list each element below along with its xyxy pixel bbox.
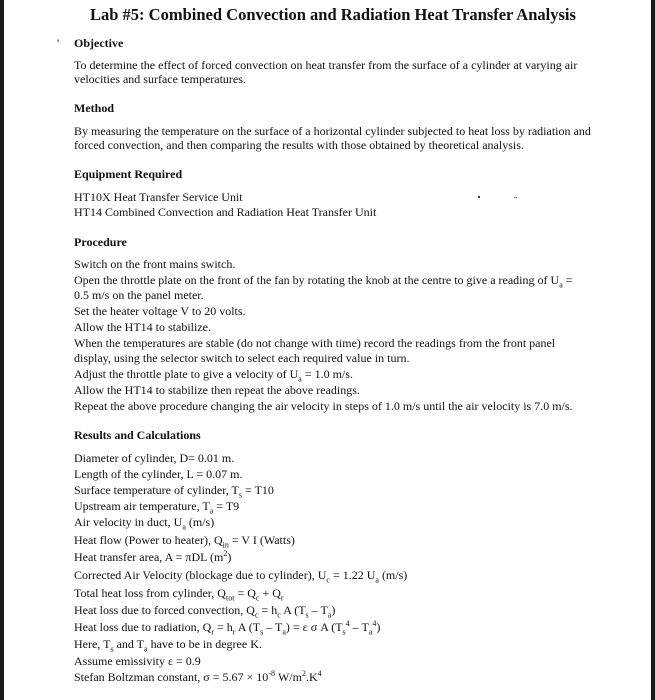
result-line: Here, $T_s$ and $T_a$ have to be in degree K. [74, 637, 262, 654]
procedure-step: 0.5 m/s on the panel meter. [74, 288, 204, 302]
result-line: Upstream air temperature, $T_a = T9$ [74, 499, 240, 516]
result-line: Assume emissivity ε = 0.9 [74, 654, 201, 668]
stray-dot [514, 197, 517, 198]
result-line: Total heat loss from cylinder, $Q_{tot} = Q_c + Q_r$ [74, 586, 284, 603]
stray-dot [478, 196, 480, 198]
procedure-step: Set the heater voltage V to 20 volts. [74, 304, 246, 318]
procedure-step: Switch on the front mains switch. [74, 257, 236, 271]
result-line: Heat loss due to radiation, $Q_r = h_r$ A $(T_s - T_a) = \varepsilon$ σ A $(T_s^4 - T_a^4)$ [74, 619, 381, 637]
procedure-heading: Procedure [74, 235, 127, 249]
result-line: Diameter of cylinder, D= 0.01 m. [74, 451, 235, 465]
procedure-step: Adjust the throttle plate to give a velocity of $U_a = 1.0$ m/s. [74, 367, 353, 384]
result-line: Heat flow (Power to heater), $Q_{in} = V$ I (Watts) [74, 533, 295, 550]
equipment-item: HT14 Combined Convection and Radiation Heat Transfer Unit [74, 205, 377, 219]
result-line: Length of the cylinder, L = 0.07 m. [74, 467, 243, 481]
result-line: Corrected Air Velocity (blockage due to cylinder), $U_c = 1.22$ $U_a$ (m/s) [74, 568, 408, 585]
stray-mark: ' [57, 36, 60, 50]
procedure-step: Allow the HT14 to stabilize. [74, 320, 211, 334]
objective-text: To determine the effect of forced convection on heat transfer from the surface of a cylinder at varying air velocities and surface temperatures. [74, 58, 578, 86]
procedure-step: Open the throttle plate on the front of the fan by rotating the knob at the centre to give a reading of $U_a$ = [74, 273, 573, 290]
objective-heading: Objective [74, 36, 124, 50]
procedure-step: display, using the selector switch to select each required value in turn. [74, 351, 410, 365]
result-line: Heat loss due to forced convection, $Q_c = h_c$ A $(T_s - T_a)$ [74, 603, 336, 620]
right-border [651, 0, 655, 700]
left-border [0, 0, 4, 700]
procedure-step: Allow the HT14 to stabilize then repeat the above readings. [74, 383, 360, 397]
results-heading: Results and Calculations [74, 428, 201, 442]
result-line: Heat transfer area, A = πDL $(m^2)$ [74, 549, 232, 564]
method-text: By measuring the temperature on the surface of a horizontal cylinder subjected to heat loss by radiation and forced convection, and then comparing the results with those obtained by theoretical analysis. [74, 124, 591, 152]
method-heading: Method [74, 101, 114, 115]
page-title: Lab #5: Combined Convection and Radiation Heat Transfer Analysis [90, 5, 576, 24]
result-line: Surface temperature of cylinder, $T_s = T10$ [74, 483, 274, 500]
equipment-heading: Equipment Required [74, 167, 183, 181]
result-line: Air velocity in duct, $U_a$ (m/s) [74, 515, 215, 532]
equipment-item: HT10X Heat Transfer Service Unit [74, 190, 243, 204]
procedure-step: Repeat the above procedure changing the air velocity in steps of 1.0 m/s until the air velocity is 7.0 m/s. [74, 399, 573, 413]
result-line: Stefan Boltzman constant, $\sigma = 5.67 \times 10^{-8}$ $W/m^2.K^4$ [74, 669, 322, 684]
procedure-step: When the temperatures are stable (do not change with time) record the readings from the front panel [74, 336, 556, 350]
